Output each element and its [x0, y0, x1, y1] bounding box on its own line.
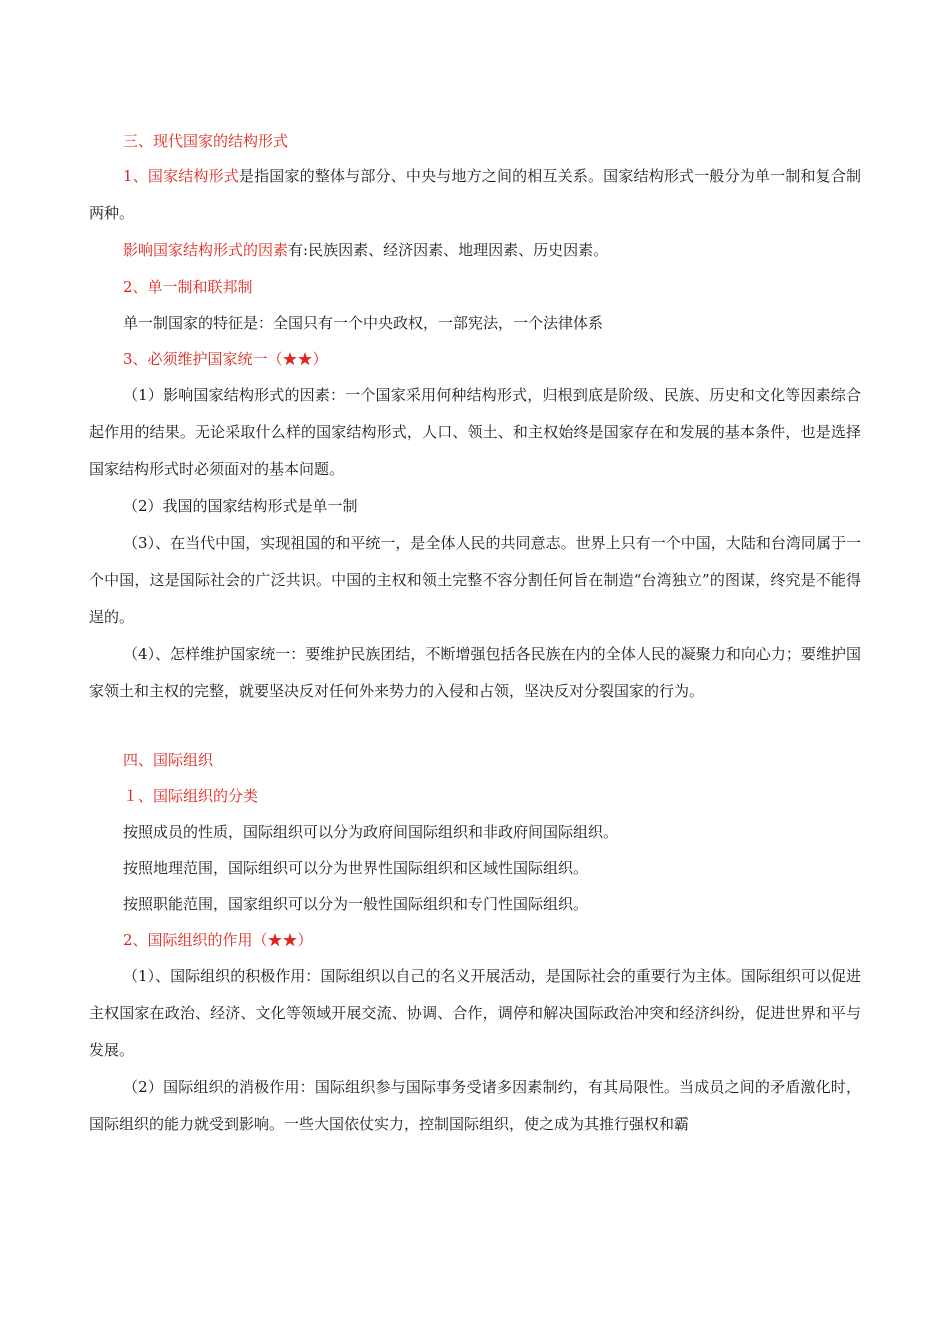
- section-divider-space: [89, 710, 861, 742]
- paragraph-structure-definition: [89, 158, 861, 232]
- subheading-classification: １、国际组织的分类: [123, 787, 259, 805]
- section-heading-3: 三、现代国家的结构形式: [123, 132, 289, 150]
- list-item: （1）、国际组织的积极作用：国际组织以自己的名义开展活动，是国际社会的重要行为主体。国际组织可以促进主权国家在政治、经济、文化等领域开展交流、协调、合作，调停和解决国际政治冲突和经济纠纷，促进世界和平与发展。: [89, 967, 861, 1059]
- list-item: （2）我国的国家结构形式是单一制: [123, 497, 358, 515]
- text-influencing-factors: 有:民族因素、经济因素、地理因素、历史因素。: [288, 241, 609, 259]
- subheading-functions: 2、国际组织的作用（★★）: [123, 931, 313, 949]
- paragraph-influencing-factors: [89, 232, 861, 269]
- list-item: （3）、在当代中国，实现祖国的和平统一，是全体人民的共同意志。世界上只有一个中国，大陆和台湾同属于一个中国，这是国际社会的广泛共识。中国的主权和领土完整不容分割任何旨在制造“台湾独立”的图谋，终究是不能得逞的。: [89, 534, 861, 626]
- term-influencing-factors: 影响国家结构形式的因素: [123, 241, 289, 259]
- list-item: （4）、怎样维护国家统一：要维护民族团结，不断增强包括各民族在内的全体人民的凝聚力和向心力；要维护国家领土和主权的完整，就要坚决反对任何外来势力的入侵和占领，坚决反对分裂国家的行为。: [89, 645, 861, 700]
- subheading-national-unity: 3、必须维护国家统一（★★）: [123, 350, 328, 368]
- list-item: 按照成员的性质，国际组织可以分为政府间国际组织和非政府间国际组织。: [123, 823, 619, 841]
- section-heading-4: 四、国际组织: [123, 751, 214, 769]
- list-item: （1）影响国家结构形式的因素：一个国家采用何种结构形式，归根到底是阶级、民族、历史和文化等因素综合起作用的结果。无论采取什么样的国家结构形式，人口、领土、和主权始终是国家存在和发展的基本条件，也是选择国家结构形式时必须面对的基本问题。: [89, 386, 861, 478]
- term-structure-form: 1、国家结构形式: [123, 167, 239, 185]
- list-item: 按照地理范围，国际组织可以分为世界性国际组织和区域性国际组织。: [123, 859, 589, 877]
- subheading-unitary-federal: 2、单一制和联邦制: [123, 278, 253, 296]
- text-structure-definition: 是指国家的整体与部分、中央与地方之间的相互关系。国家结构形式一般分为单一制和复合制两种。: [89, 167, 861, 222]
- document-page: [89, 124, 861, 1143]
- paragraph-unitary-features: 单一制国家的特征是：全国只有一个中央政权，一部宪法，一个法律体系: [123, 314, 604, 332]
- list-item: （2）国际组织的消极作用：国际组织参与国际事务受诸多因素制约，有其局限性。当成员之间的矛盾激化时，国际组织的能力就受到影响。一些大国依仗实力，控制国际组织，使之成为其推行强权和霸: [89, 1078, 861, 1133]
- list-item: 按照职能范围，国家组织可以分为一般性国际组织和专门性国际组织。: [123, 895, 589, 913]
